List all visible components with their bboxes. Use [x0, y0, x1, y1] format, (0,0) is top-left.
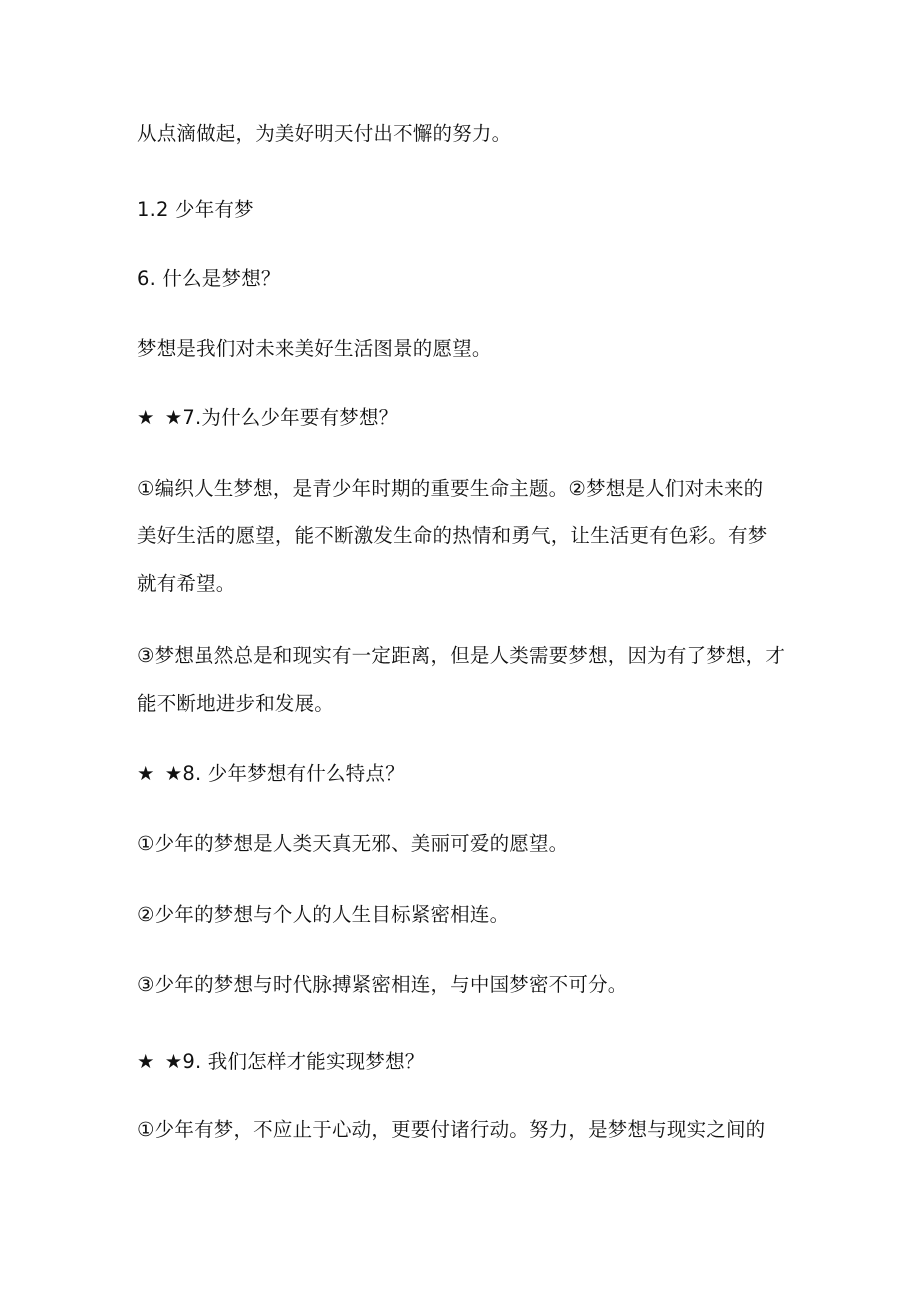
answer-line: ③少年的梦想与时代脉搏紧密相连，与中国梦密不可分。 [137, 973, 628, 996]
question-text: 8. 少年梦想有什么特点？ [182, 762, 405, 785]
paragraph-line: 从点滴做起，为美好明天付出不懈的努力。 [137, 122, 512, 145]
star-icon: ★ [137, 1050, 155, 1073]
section-heading: 1.2 少年有梦 [137, 198, 254, 221]
answer-line: ①少年的梦想是人类天真无邪、美丽可爱的愿望。 [137, 832, 569, 855]
answer-line: ①编织人生梦想，是青少年时期的重要生命主题。②梦想是人们对未来的 [137, 477, 764, 500]
answer-line: 能不断地进步和发展。 [137, 692, 335, 715]
answer-line: 美好生活的愿望，能不断激发生命的热情和勇气，让生活更有色彩。有梦 [137, 524, 768, 547]
question-heading [137, 1050, 797, 1074]
star-icon: ★ [164, 406, 183, 429]
answer-line: 就有希望。 [137, 572, 236, 595]
answer-line: ②少年的梦想与个人的人生目标紧密相连。 [137, 903, 510, 926]
question-heading [137, 406, 797, 430]
star-icon: ★ [137, 762, 155, 785]
question-heading [137, 762, 797, 786]
answer-line: 梦想是我们对未来美好生活图景的愿望。 [137, 337, 492, 360]
star-icon: ★ [164, 1050, 183, 1073]
answer-line: ③梦想虽然总是和现实有一定距离，但是人类需要梦想，因为有了梦想，才 [137, 644, 786, 667]
star-icon: ★ [137, 406, 155, 429]
star-icon: ★ [164, 762, 183, 785]
answer-line: ①少年有梦，不应止于心动，更要付诸行动。努力，是梦想与现实之间的 [137, 1118, 766, 1141]
question-heading: 6. 什么是梦想？ [137, 267, 281, 290]
question-text: 7.为什么少年要有梦想？ [182, 406, 399, 429]
question-text: 9. 我们怎样才能实现梦想？ [182, 1050, 425, 1073]
